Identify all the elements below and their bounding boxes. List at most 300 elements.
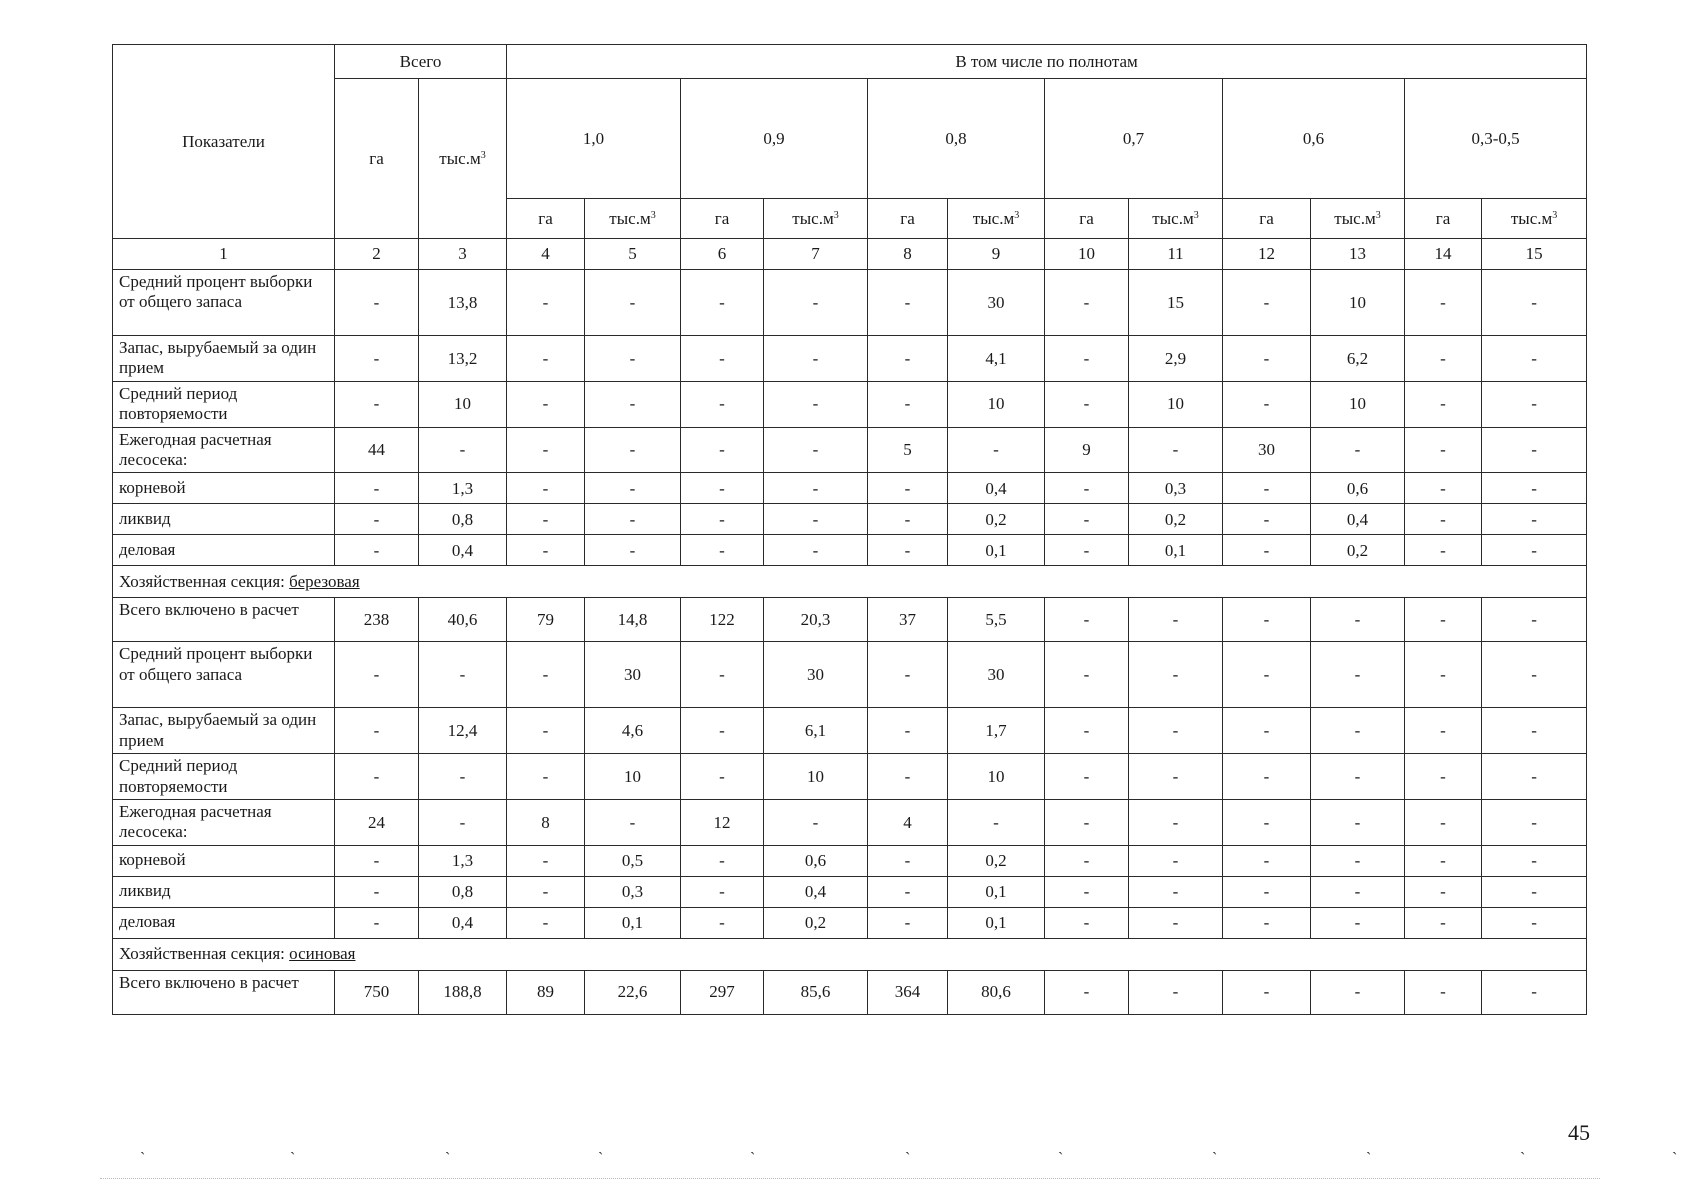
table-cell: 20,3	[764, 598, 868, 642]
table-cell: -	[1405, 970, 1482, 1014]
table-cell: -	[335, 907, 419, 938]
table-cell: -	[1405, 381, 1482, 427]
table-cell: -	[681, 473, 764, 504]
table-cell: -	[1223, 535, 1311, 566]
table-cell: -	[1223, 642, 1311, 708]
table-cell: 10	[1311, 381, 1405, 427]
table-row	[113, 504, 1587, 535]
table-cell: -	[1129, 598, 1223, 642]
table-cell: -	[868, 504, 948, 535]
row-label: Ежегодная расчетная лесосека:	[113, 427, 335, 473]
table-cell: -	[1482, 708, 1587, 754]
table-cell: 1,7	[948, 708, 1045, 754]
table-cell: -	[1045, 876, 1129, 907]
table-cell: -	[764, 473, 868, 504]
table-cell: -	[764, 535, 868, 566]
table-cell: -	[335, 270, 419, 336]
table-cell: 14,8	[585, 598, 681, 642]
table-cell: -	[1311, 708, 1405, 754]
table-cell: -	[1311, 970, 1405, 1014]
density-header: 0,7	[1045, 79, 1223, 199]
table-cell: -	[681, 907, 764, 938]
table-row	[113, 270, 1587, 336]
row-label: корневой	[113, 473, 335, 504]
table-cell: -	[1045, 598, 1129, 642]
column-number: 13	[1311, 239, 1405, 270]
unit-ha-header: га	[1045, 199, 1129, 239]
unit-volume-header	[948, 199, 1045, 239]
table-cell: 0,8	[419, 504, 507, 535]
table-cell: -	[507, 270, 585, 336]
table-cell: 0,3	[585, 876, 681, 907]
table-cell: -	[868, 381, 948, 427]
table-cell: 297	[681, 970, 764, 1014]
table-cell: 6,1	[764, 708, 868, 754]
section-row	[113, 566, 1587, 598]
column-number: 2	[335, 239, 419, 270]
table-cell: -	[419, 799, 507, 845]
table-cell: -	[507, 876, 585, 907]
column-number: 14	[1405, 239, 1482, 270]
table-cell: 4	[868, 799, 948, 845]
table-cell: -	[1482, 642, 1587, 708]
table-cell: 2,9	[1129, 336, 1223, 382]
table-cell: -	[1223, 270, 1311, 336]
table-cell: 10	[585, 754, 681, 800]
table-cell: -	[1405, 754, 1482, 800]
scan-mark: ˏ	[905, 1138, 911, 1155]
table-cell: -	[1405, 799, 1482, 845]
table-cell: 0,6	[764, 845, 868, 876]
forest-harvest-table	[112, 44, 1587, 1015]
table-cell: 4,6	[585, 708, 681, 754]
table-cell: -	[1223, 845, 1311, 876]
table-cell: -	[681, 427, 764, 473]
table-row	[113, 845, 1587, 876]
table-cell: 188,8	[419, 970, 507, 1014]
table-cell: -	[764, 336, 868, 382]
table-cell: 364	[868, 970, 948, 1014]
table-cell: -	[948, 427, 1045, 473]
scan-artifact-line	[100, 1178, 1600, 1180]
table-cell: -	[585, 473, 681, 504]
table-cell: -	[1405, 907, 1482, 938]
density-header: 0,6	[1223, 79, 1405, 199]
table-cell: -	[1223, 598, 1311, 642]
table-cell: -	[1311, 642, 1405, 708]
table-cell: -	[1482, 270, 1587, 336]
table-cell: -	[335, 336, 419, 382]
table-cell: 0,3	[1129, 473, 1223, 504]
unit-volume-text: тыс.м	[1152, 208, 1194, 228]
table-cell: -	[1045, 642, 1129, 708]
table-cell: -	[1045, 336, 1129, 382]
table-cell: -	[335, 381, 419, 427]
scan-mark: ˏ	[140, 1138, 146, 1155]
table-cell: -	[585, 336, 681, 382]
table-cell: 10	[1129, 381, 1223, 427]
table-cell: -	[1311, 876, 1405, 907]
table-cell: -	[1405, 708, 1482, 754]
table-cell: -	[507, 427, 585, 473]
table-cell: -	[335, 504, 419, 535]
table-cell: 0,4	[1311, 504, 1405, 535]
table-cell: 0,4	[764, 876, 868, 907]
table-row	[113, 754, 1587, 800]
table-cell: -	[1482, 754, 1587, 800]
table-cell: 13,8	[419, 270, 507, 336]
table-cell: -	[1223, 876, 1311, 907]
unit-volume-header	[764, 199, 868, 239]
table-cell: 13,2	[419, 336, 507, 382]
table-cell: -	[1223, 708, 1311, 754]
table-cell: -	[1223, 970, 1311, 1014]
table-cell: 10	[764, 754, 868, 800]
table-cell: -	[1405, 427, 1482, 473]
table-row	[113, 799, 1587, 845]
table-cell: -	[1482, 427, 1587, 473]
table-cell: 22,6	[585, 970, 681, 1014]
table-cell: -	[681, 876, 764, 907]
table-cell: -	[1311, 427, 1405, 473]
table-row	[113, 970, 1587, 1014]
table-cell: -	[1405, 598, 1482, 642]
document-page	[112, 44, 1586, 1015]
scan-mark: ˏ	[750, 1138, 756, 1155]
unit-cube-exponent: 3	[1552, 209, 1558, 221]
table-cell: -	[1223, 907, 1311, 938]
table-cell: 0,4	[419, 907, 507, 938]
table-cell: 0,1	[948, 907, 1045, 938]
table-cell: -	[1223, 799, 1311, 845]
table-cell: 80,6	[948, 970, 1045, 1014]
table-cell: 4,1	[948, 336, 1045, 382]
table-row	[113, 535, 1587, 566]
table-cell: -	[1045, 754, 1129, 800]
density-header: 1,0	[507, 79, 681, 199]
table-cell: 30	[585, 642, 681, 708]
table-cell: 0,2	[764, 907, 868, 938]
table-cell: -	[1129, 876, 1223, 907]
unit-volume-text: тыс.м	[1510, 208, 1553, 228]
table-cell: -	[1405, 535, 1482, 566]
unit-cube-exponent: 3	[650, 209, 656, 221]
table-cell: -	[419, 427, 507, 473]
table-cell: -	[335, 876, 419, 907]
scan-mark: ˏ	[1366, 1138, 1372, 1155]
scan-mark: ˏ	[598, 1138, 604, 1155]
table-cell: -	[868, 708, 948, 754]
unit-ha-header: га	[868, 199, 948, 239]
table-cell: 0,4	[419, 535, 507, 566]
table-cell: 0,1	[948, 535, 1045, 566]
table-cell: -	[868, 535, 948, 566]
unit-ha-header: га	[681, 199, 764, 239]
table-cell: 0,1	[1129, 535, 1223, 566]
table-cell: -	[1482, 970, 1587, 1014]
density-header: 0,8	[868, 79, 1045, 199]
unit-ha-header: га	[1405, 199, 1482, 239]
section-name: осиновая	[289, 944, 356, 964]
table-row	[113, 473, 1587, 504]
table-cell: 0,1	[585, 907, 681, 938]
column-number: 1	[113, 239, 335, 270]
section-prefix: Хозяйственная секция:	[119, 572, 290, 592]
table-cell: -	[507, 381, 585, 427]
table-cell: -	[868, 270, 948, 336]
table-cell: 12	[681, 799, 764, 845]
table-cell: 9	[1045, 427, 1129, 473]
table-cell: -	[764, 270, 868, 336]
table-cell: 30	[764, 642, 868, 708]
table-cell: 750	[335, 970, 419, 1014]
scan-mark: ˏ	[290, 1138, 296, 1155]
unit-volume-text: тыс.м	[792, 208, 834, 228]
table-cell: -	[1223, 473, 1311, 504]
table-cell: -	[335, 535, 419, 566]
table-cell: -	[1311, 754, 1405, 800]
row-label: деловая	[113, 907, 335, 938]
table-cell: 89	[507, 970, 585, 1014]
density-group-header: В том числе по полнотам	[507, 45, 1587, 79]
table-cell: -	[1405, 876, 1482, 907]
table-row	[113, 427, 1587, 473]
table-cell: -	[681, 754, 764, 800]
table-cell: -	[764, 427, 868, 473]
section-title	[113, 938, 1587, 970]
column-number: 6	[681, 239, 764, 270]
table-cell: -	[868, 754, 948, 800]
table-cell: 0,4	[948, 473, 1045, 504]
table-cell: -	[1045, 708, 1129, 754]
table-cell: -	[585, 270, 681, 336]
table-row	[113, 381, 1587, 427]
table-cell: 30	[1223, 427, 1311, 473]
table-cell: -	[764, 799, 868, 845]
table-cell: 0,2	[948, 845, 1045, 876]
table-cell: 0,6	[1311, 473, 1405, 504]
table-cell: -	[419, 754, 507, 800]
table-cell: -	[681, 381, 764, 427]
table-row	[113, 642, 1587, 708]
table-cell: 6,2	[1311, 336, 1405, 382]
table-row	[113, 598, 1587, 642]
scan-mark: ˏ	[1058, 1138, 1064, 1155]
table-row	[113, 708, 1587, 754]
row-label: ликвид	[113, 504, 335, 535]
table-cell: 0,5	[585, 845, 681, 876]
table-cell: -	[507, 708, 585, 754]
table-cell: 5,5	[948, 598, 1045, 642]
row-label: Всего включено в расчет	[113, 598, 335, 642]
column-number: 8	[868, 239, 948, 270]
table-cell: -	[1045, 473, 1129, 504]
table-cell: -	[1405, 504, 1482, 535]
table-cell: -	[681, 504, 764, 535]
row-label: Ежегодная расчетная лесосека:	[113, 799, 335, 845]
unit-cube-exponent: 3	[1014, 209, 1020, 221]
table-cell: -	[335, 708, 419, 754]
table-cell: -	[681, 535, 764, 566]
table-cell: -	[1045, 970, 1129, 1014]
table-cell: -	[764, 381, 868, 427]
table-cell: -	[1482, 473, 1587, 504]
unit-volume-text: тыс.м	[1334, 208, 1376, 228]
table-cell: -	[1405, 473, 1482, 504]
table-cell: -	[1311, 907, 1405, 938]
unit-volume-text: тыс.м	[972, 208, 1015, 228]
table-cell: -	[1405, 270, 1482, 336]
table-cell: -	[335, 642, 419, 708]
table-cell: -	[1045, 799, 1129, 845]
row-label: Средний период повторяемости	[113, 754, 335, 800]
table-cell: -	[1482, 336, 1587, 382]
table-cell: -	[507, 907, 585, 938]
table-cell: 0,8	[419, 876, 507, 907]
table-cell: -	[1311, 799, 1405, 845]
row-label: ликвид	[113, 876, 335, 907]
table-cell: 10	[1311, 270, 1405, 336]
column-number: 9	[948, 239, 1045, 270]
table-cell: -	[1482, 845, 1587, 876]
table-cell: -	[1223, 381, 1311, 427]
table-cell: 0,2	[948, 504, 1045, 535]
total-ha-header: га	[335, 79, 419, 239]
column-number: 10	[1045, 239, 1129, 270]
table-cell: 10	[948, 754, 1045, 800]
column-number: 12	[1223, 239, 1311, 270]
table-cell: -	[681, 642, 764, 708]
table-row	[113, 876, 1587, 907]
table-cell: -	[1129, 907, 1223, 938]
unit-ha-header: га	[507, 199, 585, 239]
table-cell: -	[681, 336, 764, 382]
table-cell: -	[948, 799, 1045, 845]
table-cell: -	[1482, 381, 1587, 427]
table-cell: 12,4	[419, 708, 507, 754]
table-cell: 238	[335, 598, 419, 642]
row-label: Запас, вырубаемый за один прием	[113, 708, 335, 754]
table-cell: -	[335, 845, 419, 876]
table-cell: -	[1129, 708, 1223, 754]
table-cell: -	[1482, 799, 1587, 845]
table-cell: -	[681, 845, 764, 876]
table-cell: 0,2	[1311, 535, 1405, 566]
table-cell: -	[1045, 907, 1129, 938]
table-cell: -	[419, 642, 507, 708]
table-cell: -	[868, 473, 948, 504]
page-number: 45	[1568, 1120, 1590, 1145]
table-cell: 37	[868, 598, 948, 642]
row-label: Средний процент выборки от общего запаса	[113, 270, 335, 336]
table-cell: 24	[335, 799, 419, 845]
scan-mark: ˏ	[1672, 1138, 1678, 1155]
table-cell: 8	[507, 799, 585, 845]
total-volume-header: $тыс.м^3$	[419, 79, 507, 239]
column-number-row	[113, 239, 1587, 270]
table-cell: -	[1045, 504, 1129, 535]
table-cell: -	[585, 535, 681, 566]
unit-volume-header	[1311, 199, 1405, 239]
table-cell: -	[764, 504, 868, 535]
table-cell: -	[1223, 336, 1311, 382]
table-body	[113, 270, 1587, 1015]
column-number: 5	[585, 239, 681, 270]
table-cell: -	[868, 336, 948, 382]
table-cell: -	[681, 708, 764, 754]
table-cell: -	[1129, 427, 1223, 473]
density-header: 0,9	[681, 79, 868, 199]
section-prefix: Хозяйственная секция:	[119, 944, 290, 964]
table-cell: -	[507, 642, 585, 708]
scan-mark: ˏ	[1520, 1138, 1526, 1155]
table-cell: 85,6	[764, 970, 868, 1014]
table-header	[113, 45, 1587, 270]
table-cell: -	[1129, 845, 1223, 876]
unit-cube-exponent: 3	[833, 209, 839, 221]
density-header: 0,3-0,5	[1405, 79, 1587, 199]
table-cell: -	[1482, 504, 1587, 535]
table-cell: 122	[681, 598, 764, 642]
table-cell: -	[868, 845, 948, 876]
row-label: корневой	[113, 845, 335, 876]
table-cell: -	[1045, 381, 1129, 427]
table-cell: -	[585, 427, 681, 473]
unit-cube-exponent: 3	[1375, 209, 1381, 221]
table-cell: 15	[1129, 270, 1223, 336]
table-cell: -	[1405, 642, 1482, 708]
table-cell: -	[507, 473, 585, 504]
total-header: Всего	[335, 45, 507, 79]
section-name: березовая	[289, 572, 360, 592]
row-label: Запас, вырубаемый за один прием	[113, 336, 335, 382]
table-row	[113, 907, 1587, 938]
table-cell: -	[1405, 845, 1482, 876]
table-cell: -	[507, 754, 585, 800]
indicators-header: Показатели	[113, 45, 335, 239]
column-number: 7	[764, 239, 868, 270]
table-cell: 10	[948, 381, 1045, 427]
table-cell: -	[1129, 970, 1223, 1014]
row-label: деловая	[113, 535, 335, 566]
table-cell: -	[1045, 845, 1129, 876]
scan-mark: ˏ	[1212, 1138, 1218, 1155]
table-cell: -	[868, 642, 948, 708]
table-cell: 0,1	[948, 876, 1045, 907]
table-cell: 30	[948, 642, 1045, 708]
table-cell: -	[1223, 504, 1311, 535]
table-cell: -	[585, 381, 681, 427]
table-cell: 5	[868, 427, 948, 473]
table-row	[113, 336, 1587, 382]
unit-cube-exponent: 3	[1193, 209, 1199, 221]
unit-volume-header	[585, 199, 681, 239]
table-cell: -	[507, 504, 585, 535]
table-cell: 1,3	[419, 845, 507, 876]
table-cell: -	[1045, 535, 1129, 566]
table-cell: -	[507, 336, 585, 382]
table-cell: -	[1405, 336, 1482, 382]
row-label: Всего включено в расчет	[113, 970, 335, 1014]
table-cell: -	[1482, 598, 1587, 642]
table-cell: -	[1482, 535, 1587, 566]
table-cell: -	[868, 876, 948, 907]
table-cell: -	[1311, 598, 1405, 642]
table-cell: 1,3	[419, 473, 507, 504]
table-cell: -	[1311, 845, 1405, 876]
unit-volume-header	[1482, 199, 1587, 239]
table-cell: -	[1223, 754, 1311, 800]
